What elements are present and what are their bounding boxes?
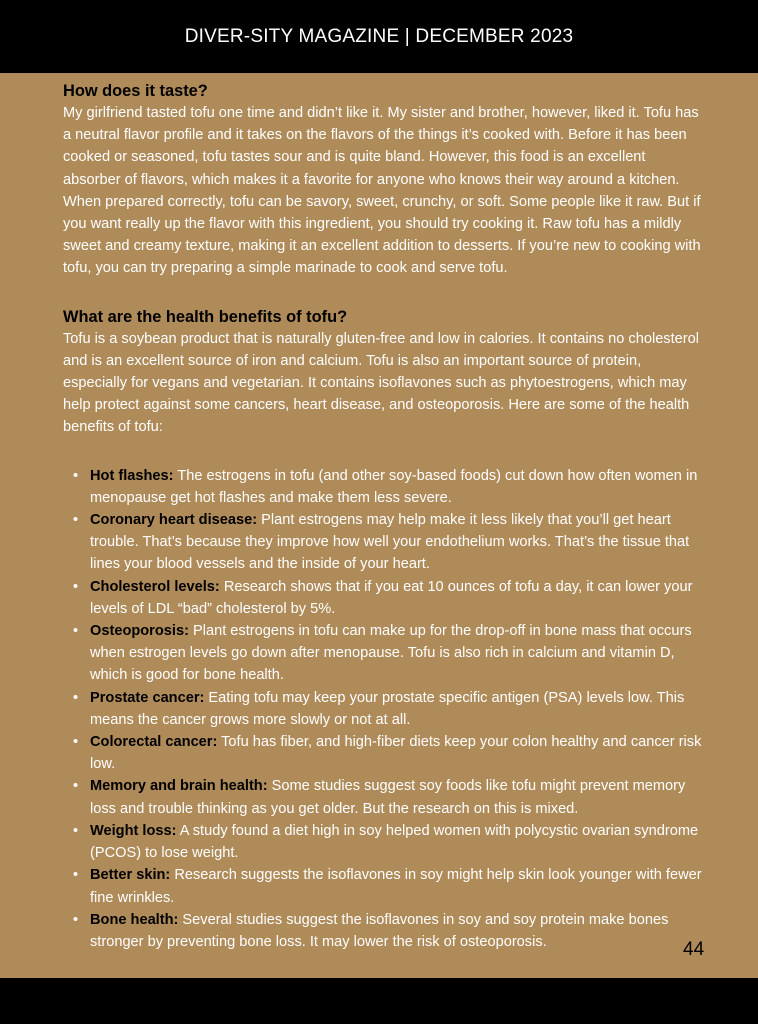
list-item <box>73 864 703 908</box>
benefit-text: Several studies suggest the isoflavones in soy and soy protein make bones stronger by preventing bone loss. It may lower the risk of osteoporosis. <box>90 911 669 950</box>
bullet-icon: • <box>73 623 79 640</box>
taste-paragraph: My girlfriend tasted tofu one time and didn’t like it. My sister and brother, however, liked it. Tofu has a neutral flavor profile and it takes on the flavors of the things it’s cooked with. Before it has been cooked or seasoned, tofu tastes sour and is quite bland. However, this food is an excellent absorber of flavors, which makes it a favorite for anyone who knows their way around a kitchen. When prepared correctly, tofu can be savory, sweet, crunchy, or soft. Some people like it raw. But if you want really up the flavor with this ingredient, you should try cooking it. Raw tofu has a mildly sweet and creamy texture, making it an excellent addition to desserts. If you’re new to cooking with tofu, you can try preparing a simple marinade to cook and serve tofu. <box>63 105 701 277</box>
benefit-term: Bone health: <box>90 911 179 928</box>
magazine-title: DIVER-SITY MAGAZINE | DECEMBER 2023 <box>184 26 574 47</box>
taste-heading: How does it taste? <box>63 82 208 100</box>
bullet-icon: • <box>73 911 79 928</box>
taste-section <box>63 80 703 280</box>
magazine-header <box>0 0 758 73</box>
benefit-text: Tofu has fiber, and high-fiber diets keep your colon healthy and cancer risk low. <box>90 734 702 773</box>
list-item <box>73 509 703 576</box>
bullet-icon: • <box>73 512 79 529</box>
list-item <box>73 731 703 775</box>
bullet-icon: • <box>73 578 79 595</box>
bullet-icon: • <box>73 778 79 795</box>
list-item <box>73 576 703 620</box>
benefit-term: Cholesterol levels: <box>90 578 220 595</box>
benefit-text: The estrogens in tofu (and other soy-based foods) cut down how often women in menopause get hot flashes and make them less severe. <box>90 467 698 506</box>
benefit-term: Osteoporosis: <box>90 623 189 640</box>
benefit-text: Research shows that if you eat 10 ounces of tofu a day, it can lower your levels of LDL “bad” cholesterol by 5%. <box>90 578 693 617</box>
bullet-icon: • <box>73 734 79 751</box>
bullet-icon: • <box>73 867 79 884</box>
bullet-icon: • <box>73 822 79 839</box>
benefit-term: Weight loss: <box>90 822 177 839</box>
list-item <box>73 465 703 509</box>
bullet-icon: • <box>73 689 79 706</box>
list-item <box>73 620 703 687</box>
benefit-text: Plant estrogens in tofu can make up for the drop-off in bone mass that occurs when estrogen levels go down after menopause. Tofu is also rich in calcium and vitamin D, which is good for bone health. <box>90 623 692 684</box>
list-item <box>73 775 703 819</box>
footer-bar <box>0 978 758 1024</box>
benefit-text: Eating tofu may keep your prostate specific antigen (PSA) levels low. This means the cancer grows more slowly or not at all. <box>90 689 685 728</box>
benefit-term: Coronary heart disease: <box>90 512 258 529</box>
list-item <box>73 909 703 953</box>
benefit-text: Plant estrogens may help make it less likely that you’ll get heart trouble. That’s because they improve how well your endothelium works. That’s the tissue that lines your blood vessels and the inside of your heart. <box>90 512 690 573</box>
benefit-term: Prostate cancer: <box>90 689 205 706</box>
list-item <box>73 687 703 731</box>
bullet-icon: • <box>73 467 79 484</box>
benefit-text: Some studies suggest soy foods like tofu might prevent memory loss and trouble thinking as you get older. But the research on this is mixed. <box>90 778 686 817</box>
health-benefits-heading: What are the health benefits of tofu? <box>63 307 348 326</box>
benefit-term: Colorectal cancer: <box>90 734 218 751</box>
article-body <box>63 80 703 953</box>
page-number: 44 <box>683 939 705 960</box>
health-benefits-paragraph: Tofu is a soybean product that is naturally gluten-free and low in calories. It contains no cholesterol and is an excellent source of iron and calcium. Tofu is also an important source of protein, especially for vegans and vegetarian. It contains isoflavones such as phytoestrogens, which may help protect against some cancers, heart disease, and osteoporosis. Here are some of the health benefits of tofu: <box>63 330 699 436</box>
benefit-term: Hot flashes: <box>90 467 174 484</box>
list-item <box>73 820 703 864</box>
benefit-term: Memory and brain health: <box>90 778 268 795</box>
benefit-term: Better skin: <box>90 867 171 884</box>
health-benefits-section <box>63 306 703 439</box>
benefit-text: A study found a diet high in soy helped women with polycystic ovarian syndrome (PCOS) to lose weight. <box>90 822 699 862</box>
benefit-text: Research suggests the isoflavones in soy might help skin look younger with fewer fine wrinkles. <box>90 867 702 906</box>
benefits-list <box>63 465 703 953</box>
